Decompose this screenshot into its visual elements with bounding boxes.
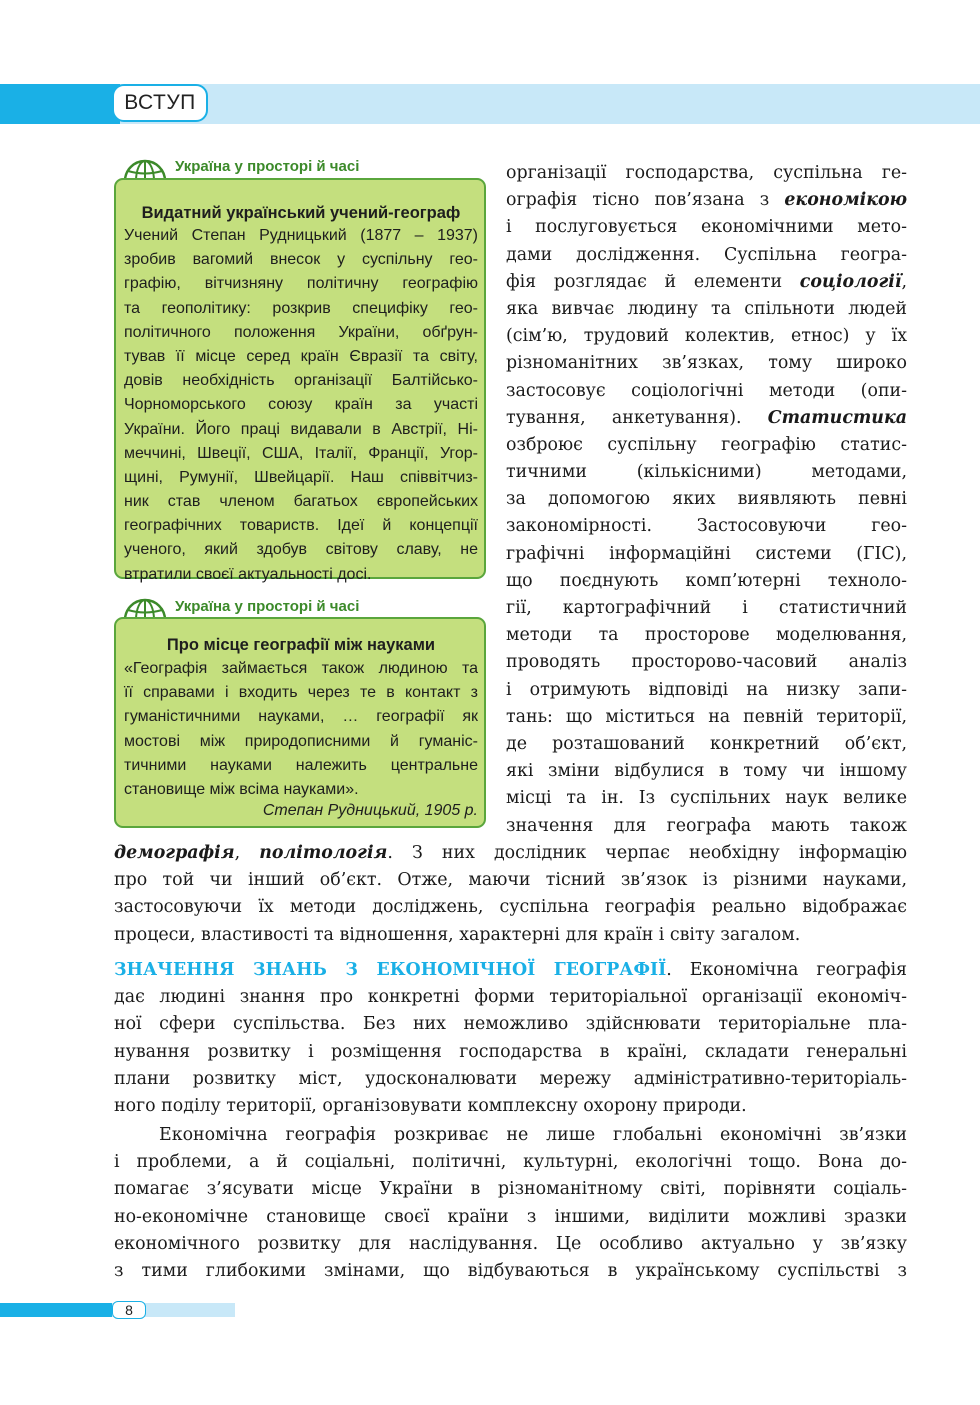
text-line: і проблеми, а й соціальні, політичні, культурні, екологічні тощо. Вона до- (114, 1152, 907, 1173)
page-number: 8 (112, 1301, 146, 1319)
text-line: (сім’ю, трудовий колектив, етнос) у їх (506, 326, 907, 347)
text-line: ної сфери суспільства. Без них неможливо здійснювати територіальне пла- (114, 1014, 907, 1035)
term-political-science: політологія (259, 843, 388, 863)
paragraph-sciences (114, 840, 907, 949)
paragraph-economic-geography (114, 1122, 907, 1285)
text-line: тичними (кількісними) методами, (506, 462, 907, 483)
box1-line: довів необхідність організації Балтійсько- (124, 372, 478, 390)
term-demography: демографія (114, 843, 235, 863)
text-line: де розташований конкретний об’єкт, (506, 733, 907, 754)
box1-line: ученого, який здобув світову славу, не (124, 541, 478, 559)
box1-line: та геополітику: розкрив специфіку гео- (124, 299, 478, 317)
box2-line: мостові між природописними й гуманіс- (124, 732, 478, 750)
text-line: Економічна географія розкриває не лише глобальні економічні зв’язки (159, 1125, 907, 1145)
text-line: нування розвитку і розміщення господарства в країні, складати генеральні (114, 1041, 907, 1062)
text-line: що поєднують комп’ютерні техноло- (506, 570, 907, 591)
box1-line: політичного положення України, обґрун- (124, 323, 478, 341)
text-line: закономірності. Застосовуючи гео- (506, 516, 907, 537)
paragraph-importance (114, 957, 907, 1120)
text-line: плани розвитку міст, удосконалювати мережу адміністративно-територіаль- (114, 1068, 907, 1089)
text-line: і отримують відповіді на низку запи- (506, 679, 907, 700)
text-line: ного поділу території, організовувати комплексну охорону природи. (114, 1095, 747, 1116)
text-line: дає людині знання про конкретні форми територіальної організації економіч- (114, 987, 907, 1008)
text-line: ографія тісно пов’язана з економікою (506, 190, 907, 211)
box1-kicker: Україна у просторі й часі (175, 158, 360, 175)
section-heading: ЗНАЧЕННЯ ЗНАНЬ З ЕКОНОМІЧНОЇ ГЕОГРАФІЇ (114, 960, 667, 980)
text-line: процеси, властивості та відношення, характерні для країн і світу загалом. (114, 924, 801, 945)
text-line: які зміни відбулися в тому чи іншому (506, 761, 907, 782)
box2-line: її справами і входить через те в контакт з (124, 684, 478, 702)
text-line: застосовуючи їх методи досліджень, суспільна географія реально відображає (114, 897, 907, 918)
footer-bar-accent (0, 1303, 112, 1317)
text-line: тань: що міститься на певній території, (506, 706, 907, 727)
text-line: графічні інформаційні системи (ГІС), (506, 543, 907, 564)
text-line: помагає з’ясувати місце України в різноманітному світі, порівняти соціаль- (114, 1179, 907, 1200)
text-line: ЗНАЧЕННЯ ЗНАНЬ З ЕКОНОМІЧНОЇ ГЕОГРАФІЇ. Економічна географія (114, 960, 908, 980)
box1-line: географічних товариств. Ідеї й концепції (124, 517, 478, 535)
box2-citation: Степан Рудницький, 1905 р. (262, 802, 478, 820)
text-line: методи та просторове моделювання, (506, 625, 907, 646)
text-line: озброює суспільну географію статис- (506, 434, 907, 455)
text-line: і послуговується економічними мето- (506, 217, 907, 238)
box1-line: Учений Степан Рудницький (1877 – 1937) (124, 227, 478, 244)
box1-line: Чорноморського союзу країн за участі (124, 396, 478, 414)
text-line: організації господарства, суспільна ге- (506, 163, 907, 183)
text-line: значення для географа мають також (506, 815, 907, 836)
text-line: різноманітних зв’язках, тому широко (506, 353, 907, 374)
text-line: з тими глибокими змінами, що відбуваються в українському суспільстві з (114, 1260, 907, 1281)
box1-line: меччині, Швеції, США, Італії, Франції, Угор- (124, 444, 478, 462)
text-line: проводять просторово-часовий аналіз (506, 652, 907, 673)
info-box-quote (114, 617, 486, 828)
text-line: застосовує соціологічні методи (опи- (506, 380, 907, 401)
text-line: демографія, політологія. З них дослідник черпає необхідну інформацію (114, 843, 907, 863)
text-line: яка вивчає людину та спільноти людей (506, 298, 907, 319)
box1-line: ник став членом багатьох європейських (124, 493, 478, 511)
section-title: ВСТУП (112, 84, 208, 122)
box2-line: тичними науками належить центральне (124, 756, 478, 774)
info-box-scientist (114, 178, 486, 583)
text-line: економічного розвитку для наслідування. Це особливо актуально у зв’язку (114, 1233, 907, 1254)
text-line: дами дослідження. Суспільна геогра- (506, 244, 907, 265)
header-bar-accent (0, 84, 120, 124)
box1-line: графію, вітчизняну політичну географію (124, 275, 478, 293)
term-statistics: Статистика (767, 407, 907, 428)
right-column-text (506, 160, 907, 840)
box1-text (124, 224, 478, 587)
box1-line: втратили своєї актуальності досі. (124, 565, 372, 583)
box2-line: гуманістичними науками, … географії як (124, 708, 478, 726)
box1-line: України. Його праці видавали в Австрії, Ні- (124, 420, 478, 438)
box1-line: зробив вагомий внесок у суспільну гео- (124, 251, 478, 269)
box2-line: становище між всіма науками». (124, 780, 359, 798)
box1-line: щині, Румунії, Швейцарії. Наш співвітчиз- (124, 468, 478, 486)
text-line: за допомогою яких виявляють певні (506, 489, 907, 510)
box1-title: Видатний український учений-географ (141, 204, 461, 222)
term-sociology: соціології (799, 271, 902, 292)
box2-kicker: Україна у просторі й часі (175, 598, 360, 615)
text-line: гії, картографічний і статистичний (506, 598, 907, 618)
box2-line: «Географія займається також людиною та (124, 660, 478, 677)
text-line: тування, анкетування). Статистика (506, 407, 907, 428)
text-line: про той чи інший об’єкт. Отже, маючи тісний зв’язок із різними науками, (114, 870, 907, 891)
box1-line: тував її місце серед країн Євразії та світу, (124, 347, 478, 365)
term-economics: економікою (784, 190, 907, 211)
box2-text (124, 657, 478, 802)
box2-title: Про місце географії між науками (166, 636, 436, 654)
text-line: місці та ін. Із суспільних наук велике (506, 788, 907, 809)
text-line: но-економічне становище своєї країни з іншими, виділити можливі зразки (114, 1206, 907, 1227)
text-line: фія розглядає й елементи соціології, (506, 271, 908, 292)
